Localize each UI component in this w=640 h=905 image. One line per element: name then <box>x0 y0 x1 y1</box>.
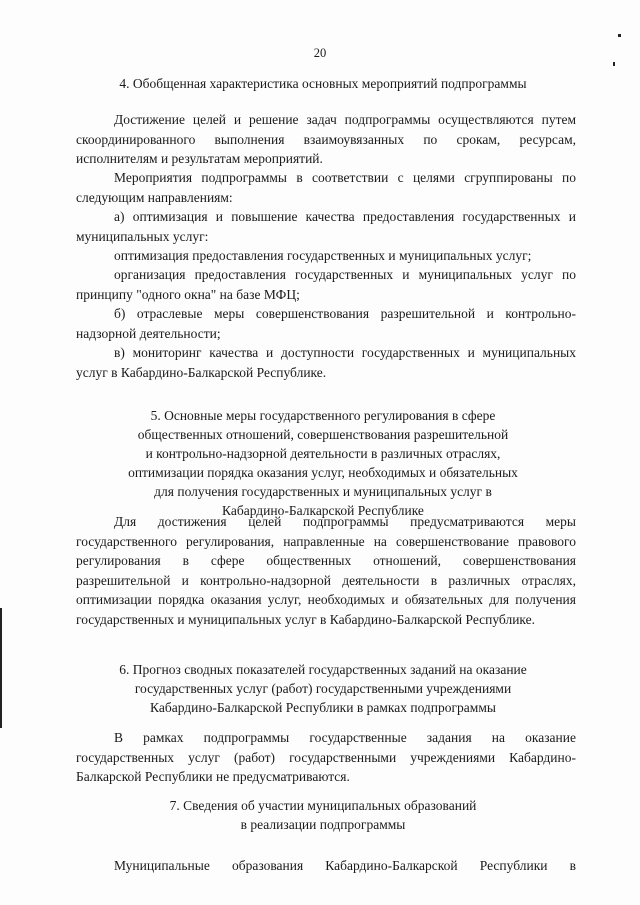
section-7-paragraph-1: Муниципальные образования Кабардино-Балкарской Республики в <box>114 858 576 873</box>
section-6-heading-line: государственных услуг (работ) государственными учреждениями <box>134 681 512 696</box>
section-6-heading-line: Кабардино-Балкарской Республики в рамках подпрограммы <box>150 700 496 715</box>
section-7-heading-line: 7. Сведения об участии муниципальных образований <box>169 798 477 813</box>
section-5-heading-line: для получения государственных и муниципальных услуг в <box>154 484 492 499</box>
section-4-paragraph-1: Достижение целей и решение задач подпрограммы осуществляются путем скоординированного выполнения взаимоувязанных по срокам, ресурсам, исполнителям и результатам мероприятий. <box>76 112 576 166</box>
section-4-item-a2: организация предоставления государственных и муниципальных услуг по принципу "одного окна" на базе МФЦ; <box>76 267 576 302</box>
section-5-heading-line: оптимизации порядка оказания услуг, необходимых и обязательных <box>128 465 518 480</box>
section-4-item-a: а) оптимизация и повышение качества предоставления государственных и муниципальных услуг: <box>76 209 576 244</box>
section-5-heading-line: 5. Основные меры государственного регулирования в сфере <box>150 408 496 423</box>
section-7-heading <box>70 796 576 834</box>
section-7-heading-line: в реализации подпрограммы <box>240 817 406 832</box>
section-5-heading-line: Кабардино-Балкарской Республике <box>222 503 424 518</box>
section-6-heading-line: 6. Прогноз сводных показателей государственных заданий на оказание <box>119 662 527 677</box>
section-5-heading <box>70 406 576 520</box>
scan-mark-left-edge <box>0 608 2 728</box>
section-4-item-v: в) мониторинг качества и доступности государственных и муниципальных услуг в Кабардино-Балкарской Республике. <box>76 345 576 380</box>
section-6-heading <box>70 660 576 717</box>
page-number: 20 <box>313 46 327 60</box>
section-4-item-a1: оптимизация предоставления государственных и муниципальных услуг; <box>114 248 532 263</box>
scan-mark-top-right <box>618 34 621 37</box>
section-6-paragraph-1: В рамках подпрограммы государственные задания на оказание государственных услуг (работ) государственными учреждениями Кабардино-Балкарской Республики не предусматриваются. <box>76 730 576 784</box>
section-5-heading-line: и контрольно-надзорной деятельности в различных отраслях, <box>145 446 501 461</box>
section-5-heading-line: общественных отношений, совершенствования разрешительной <box>137 427 509 442</box>
section-5-paragraph-1: Для достижения целей подпрограммы предусматриваются меры государственного регулирования, направленные на совершенствование правового регулирования в сфере общественных отношений, совершенствования разрешительной и контрольно-надзорной деятельности в различных отраслях, оптимизации порядка оказания услуг, необходимых и обязательных для получения государственных и муниципальных услуг в Кабардино-Балкарской Республике. <box>76 514 576 627</box>
section-4-paragraph-2: Мероприятия подпрограммы в соответствии с целями сгруппированы по следующим направлениям: <box>76 170 576 205</box>
section-4-item-b: б) отраслевые меры совершенствования разрешительной и контрольно-надзорной деятельности; <box>76 306 576 341</box>
section-4-heading: 4. Обобщенная характеристика основных мероприятий подпрограммы <box>119 76 527 91</box>
scan-mark-right <box>613 62 615 66</box>
